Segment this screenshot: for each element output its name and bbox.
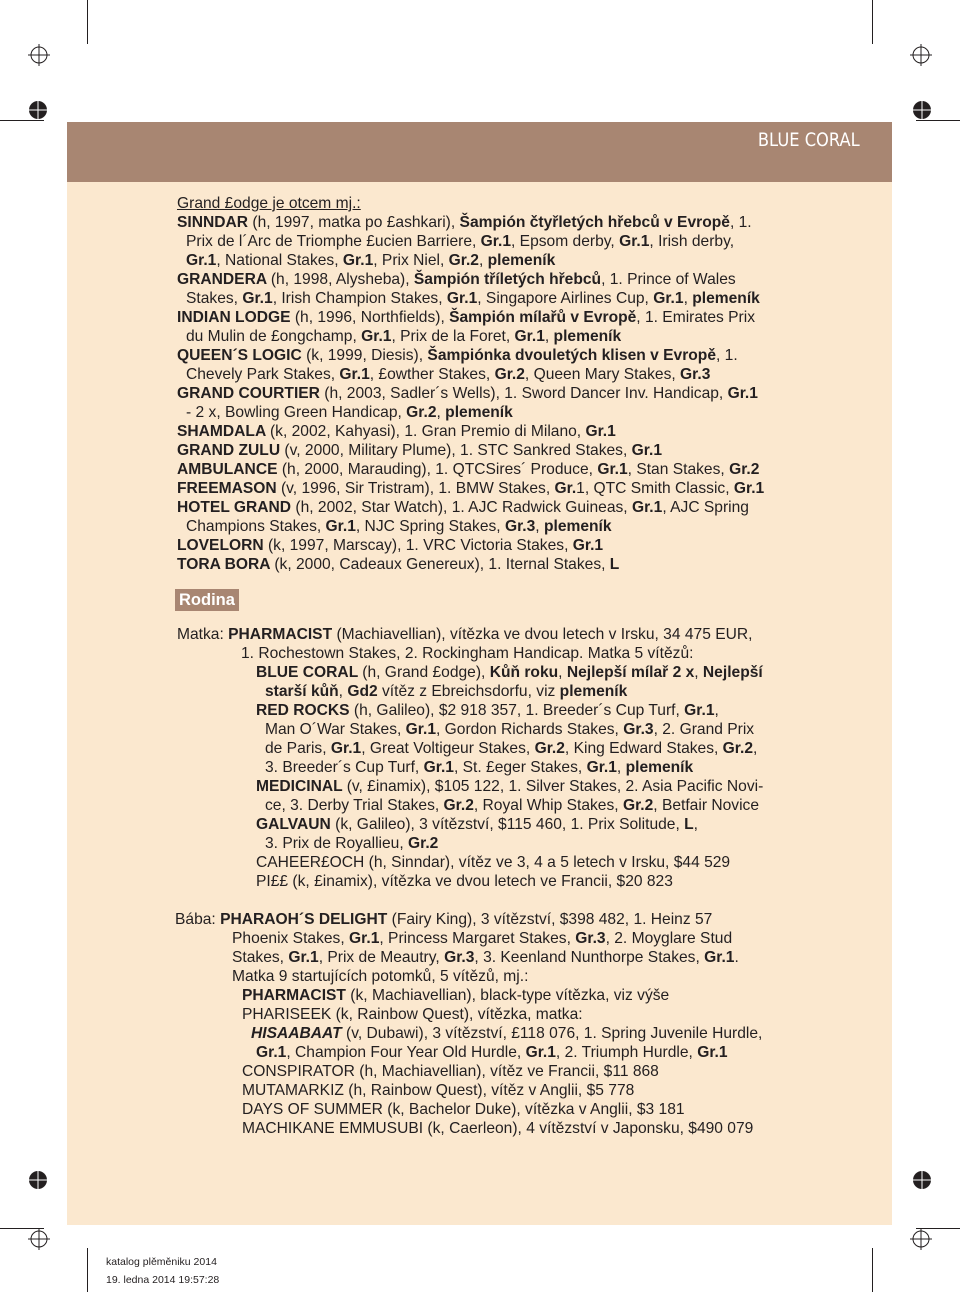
sires-line <box>177 498 877 517</box>
baba-segment: Gr.1 <box>697 1044 728 1061</box>
sires-segment: Prix de l´Arc de Triomphe £ucien Barriere, <box>186 233 481 250</box>
sires-line <box>177 346 877 365</box>
matka-segment: (k, Galileo), 3 vítězství, $115 460, 1. Prix Solitude, <box>335 816 685 833</box>
matka-segment: (Machiavellian), vítězka ve dvou letech v Irsku, 34 475 EUR, <box>332 626 753 643</box>
sires-line <box>177 536 877 555</box>
sires-segment: Gr.3 <box>504 518 536 535</box>
matka-segment: Gr.1 <box>684 702 715 719</box>
baba-segment: PHARAOH´S DELIGHT <box>220 911 388 928</box>
sires-segment: GRANDERA <box>177 271 271 288</box>
registration-dot-icon <box>912 100 932 120</box>
baba-segment: Bába: <box>175 911 221 928</box>
crop-mark <box>872 1248 873 1292</box>
crop-mark <box>0 120 44 121</box>
matka-segment: , 2. Grand Prix <box>653 721 755 738</box>
sires-line <box>177 232 877 251</box>
matka-segment: Nejlepší mílař 2 x <box>566 664 695 681</box>
sires-segment: FREEMASON <box>177 480 281 497</box>
sires-segment: , 1. <box>729 214 752 231</box>
sires-line <box>177 403 877 422</box>
sires-segment: plemeník <box>543 518 612 535</box>
sires-line <box>177 308 877 327</box>
matka-segment: 3. Prix de Royallieu, <box>265 835 409 852</box>
registration-crosshair-icon <box>910 1228 932 1250</box>
baba-segment: (v, Dubawi), 3 vítězství, £118 076, 1. Spring Juvenile Hurdle, <box>346 1025 763 1042</box>
sires-segment: Gr.1 <box>242 290 273 307</box>
sires-segment: (v, 1996, Sir Tristram), 1. BMW Stakes, <box>280 480 555 497</box>
sires-line <box>177 327 877 346</box>
sires-segment: Gr.1 <box>342 252 374 269</box>
sire-offspring-section <box>177 194 877 574</box>
sires-line <box>177 555 877 574</box>
sires-segment: Gr.1 <box>480 233 512 250</box>
sires-segment: Gr.1 <box>585 423 616 440</box>
matka-segment: Gr.2 <box>622 797 654 814</box>
matka-segment: de Paris, <box>265 740 331 757</box>
matka-segment: , <box>714 702 719 719</box>
baba-line <box>175 948 895 967</box>
sires-segment: , AJC Spring <box>662 499 749 516</box>
matka-segment: L <box>684 816 694 833</box>
sires-segment: Gr.1 <box>325 518 356 535</box>
sires-segment: (h, 2002, Star Watch), 1. AJC Radwick Guineas, <box>295 499 632 516</box>
registration-dot-icon <box>912 1170 932 1190</box>
matka-segment: , Great Voltigeur Stakes, <box>361 740 535 757</box>
granddam-section <box>175 910 895 1138</box>
baba-segment: Gr.3 <box>444 949 475 966</box>
sires-segment: SINNDAR <box>177 214 253 231</box>
sires-segment: Gr.1 <box>597 461 628 478</box>
sires-segment: du Mulin de £ongchamp, <box>186 328 362 345</box>
matka-segment: MEDICINAL <box>256 778 347 795</box>
matka-segment: plemeník <box>559 683 628 700</box>
sires-line <box>177 479 877 498</box>
sires-segment: GRAND ZULU <box>177 442 285 459</box>
sires-segment: Gr.1 <box>514 328 545 345</box>
sires-segment: TORA BORA <box>177 556 275 573</box>
baba-segment: Phoenix Stakes, <box>232 930 350 947</box>
registration-dot-icon <box>28 100 48 120</box>
sires-segment: , <box>478 252 488 269</box>
baba-segment: Gr.1 <box>288 949 319 966</box>
matka-segment: RED ROCKS <box>256 702 354 719</box>
matka-line <box>175 682 895 701</box>
baba-segment: (Fairy King), 3 vítězství, $398 482, 1. Heinz 57 <box>387 911 713 928</box>
matka-line <box>175 834 895 853</box>
matka-segment: , St. £eger Stakes, <box>453 759 587 776</box>
sires-segment: plemeník <box>445 404 513 421</box>
sires-segment: (k, 2000, Cadeaux Genereux), 1. Iternal Stakes, <box>274 556 610 573</box>
baba-line <box>175 1119 895 1138</box>
baba-segment: PHARMACIST <box>242 987 351 1004</box>
sires-segment: plemeník <box>692 290 760 307</box>
sires-segment: , 1. <box>716 347 738 364</box>
sires-segment: , Queen Mary Stakes, <box>524 366 681 383</box>
matka-segment: Gr.1 <box>423 759 454 776</box>
page-title: BLUE CORAL <box>758 130 860 151</box>
sires-segment: (k, 1999, Diesis), <box>306 347 428 364</box>
sires-line <box>177 384 877 403</box>
matka-segment: Gr.1 <box>586 759 617 776</box>
matka-segment: Gr.3 <box>623 721 654 738</box>
matka-segment: , Betfair Novice <box>653 797 760 814</box>
sires-line <box>177 517 877 536</box>
sires-segment: , <box>544 328 554 345</box>
sires-segment: , <box>683 290 693 307</box>
baba-segment: PHARISEEK (k, Rainbow Quest), vítězka, matka: <box>242 1006 583 1023</box>
sires-line <box>177 289 877 308</box>
baba-segment: , 2. Moyglare Stud <box>605 930 733 947</box>
baba-line <box>175 1100 895 1119</box>
matka-segment: CAHEER£OCH (h, Sinndar), vítěz ve 3, 4 a 5 letech v Irsku, $44 529 <box>256 854 731 871</box>
sires-segment: Gr. <box>554 480 577 497</box>
sires-segment: Chevely Park Stakes, <box>186 366 340 383</box>
sires-line <box>177 441 877 460</box>
sires-segment: , National Stakes, <box>216 252 343 269</box>
baba-segment: MUTAMARKIZ (h, Rainbow Quest), vítěz v Anglii, $5 778 <box>242 1082 635 1099</box>
matka-segment: (h, Galileo), $2 918 357, 1. Breeder´s Cup Turf, <box>353 702 685 719</box>
sires-segment: Gr.1 <box>631 442 662 459</box>
baba-line <box>175 1081 895 1100</box>
sires-segment: Gr.3 <box>680 366 711 383</box>
matka-segment: , King Edward Stakes, <box>564 740 723 757</box>
sires-segment: Šampión tříletých hřebců <box>413 271 602 288</box>
matka-segment: , <box>338 683 348 700</box>
sires-segment: Gr.1 <box>727 385 758 402</box>
sires-segment: QUEEN´S LOGIC <box>177 347 307 364</box>
family-section-label: Rodina <box>175 589 239 611</box>
sires-segment: Gr.1 <box>631 499 663 516</box>
baba-segment: Gr.1 <box>349 930 380 947</box>
matka-segment: , <box>616 759 626 776</box>
baba-segment: , 2. Triumph Hurdle, <box>555 1044 698 1061</box>
matka-segment: Man O´War Stakes, <box>265 721 406 738</box>
footer-catalog: katalog plěměniku 2014 <box>106 1256 217 1268</box>
matka-segment: Gr.2 <box>443 797 474 814</box>
baba-line <box>175 929 895 948</box>
sires-segment: - 2 x, Bowling Green Handicap, <box>186 404 407 421</box>
baba-segment: DAYS OF SUMMER (k, Bachelor Duke), vítězka v Anglii, $3 181 <box>242 1101 685 1118</box>
matka-line <box>175 663 895 682</box>
sires-segment: 1, QTC Smith Classic, <box>576 480 734 497</box>
sires-segment: , Prix Niel, <box>373 252 449 269</box>
matka-line <box>175 758 895 777</box>
matka-segment: (v, £inamix), $105 122, 1. Silver Stakes, 2. Asia Pacific Novi- <box>346 778 764 795</box>
sires-segment: Gr.2 <box>729 461 760 478</box>
registration-crosshair-icon <box>910 44 932 66</box>
sires-segment: , Irish Champion Stakes, <box>272 290 447 307</box>
sires-segment: , Singapore Airlines Cup, <box>477 290 654 307</box>
baba-line <box>175 1024 895 1043</box>
sires-segment: , Epsom derby, <box>511 233 620 250</box>
sires-segment: AMBULANCE <box>177 461 282 478</box>
matka-segment: Kůň roku <box>489 664 559 681</box>
sires-segment: , 1. Prince of Wales <box>601 271 736 288</box>
sires-segment: Champions Stakes, <box>186 518 326 535</box>
baba-line <box>175 1062 895 1081</box>
matka-segment: , Royal Whip Stakes, <box>473 797 623 814</box>
sires-segment: , Irish derby, <box>649 233 735 250</box>
matka-segment: GALVAUN <box>256 816 336 833</box>
matka-line <box>175 739 895 758</box>
sires-segment: INDIAN LODGE <box>177 309 295 326</box>
baba-segment: Stakes, <box>232 949 289 966</box>
matka-segment: Matka: <box>177 626 229 643</box>
sires-line <box>177 460 877 479</box>
matka-segment: , <box>693 816 699 833</box>
baba-segment: CONSPIRATOR (h, Machiavellian), vítěz ve Francii, $11 868 <box>242 1063 659 1080</box>
matka-line <box>175 625 895 644</box>
sires-segment: Gr.1 <box>653 290 684 307</box>
sires-segment: , Stan Stakes, <box>627 461 730 478</box>
dam-lines <box>175 625 895 891</box>
sires-segment: Gr.1 <box>619 233 650 250</box>
matka-line <box>175 796 895 815</box>
sires-segment: Gr.1 <box>361 328 392 345</box>
sires-line <box>177 251 877 270</box>
baba-segment: Matka 9 startujících potomků, 5 vítězů, mj.: <box>232 968 529 985</box>
matka-segment: Gr.1 <box>330 740 362 757</box>
matka-segment: , <box>694 664 703 681</box>
matka-segment: starší kůň <box>265 683 339 700</box>
registration-crosshair-icon <box>28 1228 50 1250</box>
sires-segment: Gr.2 <box>406 404 437 421</box>
dam-section <box>175 625 895 891</box>
matka-segment: Gr.1 <box>405 721 437 738</box>
sires-line <box>177 365 877 384</box>
crop-mark <box>916 120 960 121</box>
matka-line <box>175 777 895 796</box>
sires-segment: , NJC Spring Stakes, <box>355 518 505 535</box>
baba-segment: (k, Machiavellian), black-type vítězka, viz výše <box>350 987 670 1004</box>
baba-line <box>175 967 895 986</box>
baba-segment: , Prix de Meautry, <box>318 949 445 966</box>
sires-segment: , £owther Stakes, <box>369 366 495 383</box>
matka-line <box>175 720 895 739</box>
matka-line <box>175 644 895 663</box>
sires-segment: GRAND COURTIER <box>177 385 325 402</box>
sires-segment: Gr.1 <box>572 537 604 554</box>
sires-segment: Šampión mílařů v Evropě <box>449 309 637 326</box>
sires-segment: Šampión čtyřletých hřebců v Evropě <box>459 214 730 231</box>
sires-line <box>177 270 877 289</box>
sires-segment: (h, 2003, Sadler´s Wells), 1. Sword Dancer Inv. Handicap, <box>324 385 728 402</box>
crop-mark <box>872 0 873 44</box>
matka-segment: PHARMACIST <box>228 626 333 643</box>
baba-segment: MACHIKANE EMMUSUBI (k, Caerleon), 4 vítězství v Japonsku, $490 079 <box>242 1120 754 1137</box>
baba-segment: Gr.3 <box>575 930 606 947</box>
sires-segment: Šampiónka dvouletých klisen v Evropě <box>427 347 717 364</box>
sire-intro: Grand £odge je otcem mj.: <box>177 195 361 212</box>
registration-dot-icon <box>28 1170 48 1190</box>
sires-segment: Gr.2 <box>494 366 525 383</box>
matka-segment: Gr.2 <box>408 835 439 852</box>
sire-offspring-list <box>177 213 877 574</box>
baba-segment: , 3. Keenland Nunthorpe Stakes, <box>474 949 705 966</box>
sires-segment: Gr.1 <box>339 366 370 383</box>
matka-line <box>175 815 895 834</box>
matka-segment: PI££ (k, £inamix), vítězka ve dvou letech ve Francii, $20 823 <box>256 873 673 890</box>
sires-segment: L <box>609 556 620 573</box>
footer-timestamp: 19. ledna 2014 19:57:28 <box>106 1274 220 1286</box>
matka-segment: Gd2 <box>347 683 378 700</box>
matka-segment: vítěz z Ebreichsdorfu, viz <box>377 683 560 700</box>
sires-segment: (h, 1998, Alysheba), <box>270 271 414 288</box>
baba-segment: HISAABAAT <box>251 1025 347 1042</box>
sires-segment: (h, 2000, Marauding), 1. QTCSires´ Produce, <box>281 461 598 478</box>
sires-segment: (h, 1996, Northfields), <box>294 309 450 326</box>
sires-segment: (k, 2002, Kahyasi), 1. Gran Premio di Milano, <box>269 423 586 440</box>
baba-line <box>175 1043 895 1062</box>
sires-segment: (v, 2000, Military Plume), 1. STC Sankred Stakes, <box>284 442 632 459</box>
baba-segment: , Champion Four Year Old Hurdle, <box>286 1044 526 1061</box>
registration-crosshair-icon <box>28 44 50 66</box>
sires-segment: Gr.2 <box>448 252 479 269</box>
matka-segment: , <box>753 740 758 757</box>
matka-segment: (h, Grand £odge), <box>362 664 490 681</box>
sires-segment: SHAMDALA <box>177 423 270 440</box>
baba-segment: Gr.1 <box>525 1044 556 1061</box>
sires-segment: plemeník <box>553 328 622 345</box>
granddam-lines <box>175 910 895 1138</box>
sires-line <box>177 213 877 232</box>
sires-segment: Gr.1 <box>733 480 765 497</box>
sires-segment: Gr.1 <box>186 252 217 269</box>
sires-segment: , <box>535 518 544 535</box>
matka-segment: BLUE CORAL <box>256 664 363 681</box>
sires-segment: , 1. Emirates Prix <box>636 309 756 326</box>
baba-line <box>175 1005 895 1024</box>
sires-segment: HOTEL GRAND <box>177 499 296 516</box>
baba-segment: Gr.1 <box>256 1044 287 1061</box>
matka-segment: , <box>558 664 567 681</box>
crop-mark <box>87 0 88 44</box>
matka-line <box>175 853 895 872</box>
baba-segment: , Princess Margaret Stakes, <box>379 930 576 947</box>
matka-segment: Gr.2 <box>722 740 754 757</box>
sires-segment: Gr.1 <box>446 290 478 307</box>
matka-segment: Gr.2 <box>534 740 565 757</box>
sires-line <box>177 422 877 441</box>
sires-segment: Stakes, <box>186 290 243 307</box>
sires-segment: (k, 1997, Marscay), 1. VRC Victoria Stakes, <box>267 537 573 554</box>
matka-segment: 3. Breeder´s Cup Turf, <box>265 759 424 776</box>
baba-segment: . <box>734 949 739 966</box>
baba-line <box>175 910 895 929</box>
matka-segment: 1. Rochestown Stakes, 2. Rockingham Handicap. Matka 5 vítězů: <box>241 645 694 662</box>
matka-segment: plemeník <box>625 759 694 776</box>
sires-segment: , <box>436 404 446 421</box>
crop-mark <box>87 1248 88 1292</box>
matka-line <box>175 701 895 720</box>
matka-segment: , Gordon Richards Stakes, <box>436 721 624 738</box>
matka-line <box>175 872 895 891</box>
baba-segment: Gr.1 <box>704 949 735 966</box>
sires-segment: (h, 1997, matka po £ashkari), <box>252 214 460 231</box>
matka-segment: ce, 3. Derby Trial Stakes, <box>265 797 444 814</box>
sires-segment: LOVELORN <box>177 537 268 554</box>
sires-segment: plemeník <box>487 252 556 269</box>
matka-segment: Nejlepší <box>702 664 763 681</box>
baba-line <box>175 986 895 1005</box>
sires-segment: , Prix de la Foret, <box>391 328 515 345</box>
